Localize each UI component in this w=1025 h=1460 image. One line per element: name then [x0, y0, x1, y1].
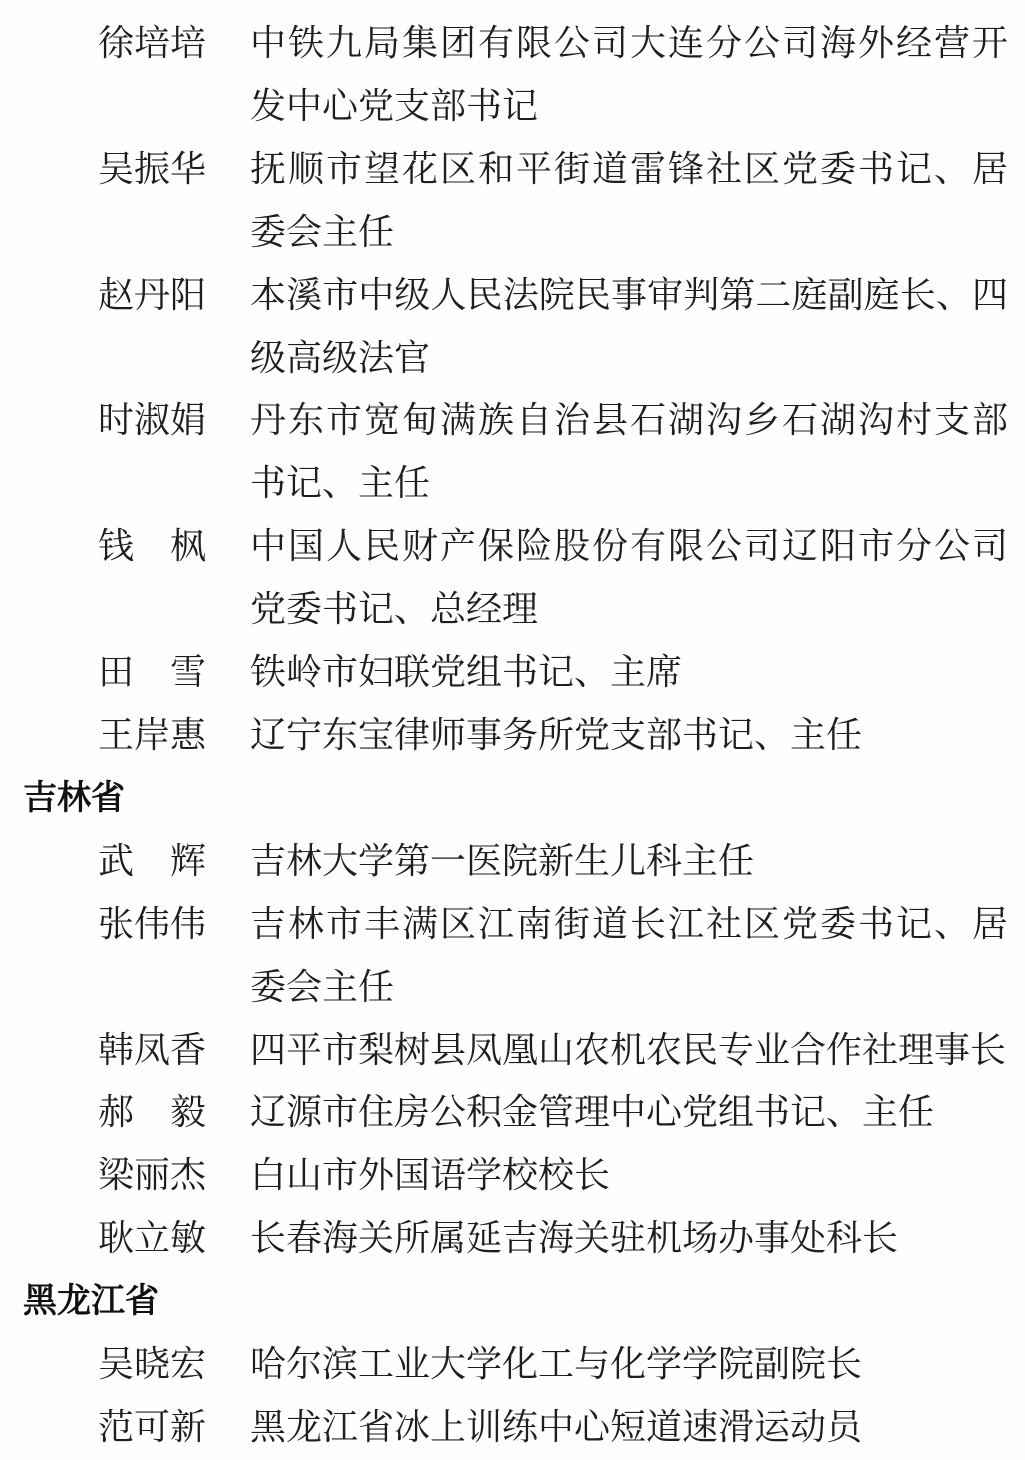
title-line: 中铁九局集团有限公司大连分公司海外经营开: [250, 23, 1008, 63]
title-line: 吉林市丰满区江南街道长江社区党委书记、居: [250, 903, 1008, 944]
title-line: 本溪市中级人民法院民事审判第二庭副庭长、四: [250, 274, 1008, 315]
title-line: 抚顺市望花区和平街道雷锋社区党委书记、居: [250, 148, 1008, 189]
person-title: [250, 1333, 1008, 1396]
person-name: 梁丽杰: [98, 1155, 207, 1196]
award-list: [0, 12, 1025, 1459]
entry-row: [0, 1333, 1025, 1396]
entry-row: [0, 893, 1025, 1019]
person-title: [250, 264, 1008, 390]
title-line: 哈尔滨工业大学化工与化学学院副院长: [250, 1344, 863, 1385]
entry-row: [0, 12, 1025, 138]
entry-row: [0, 515, 1025, 641]
person-title: [250, 1019, 1008, 1082]
entry-row: [0, 389, 1025, 515]
title-line: 丹东市宽甸满族自治县石湖沟乡石湖沟村支部: [250, 400, 1008, 441]
person-name: 武 辉: [98, 840, 207, 881]
title-line: 党委书记、总经理: [250, 589, 539, 630]
person-title: [250, 1144, 1008, 1207]
person-title: [250, 138, 1008, 264]
person-name: 范可新: [98, 1406, 207, 1447]
province-header: 黑龙江省: [23, 1282, 159, 1321]
person-title: [250, 1207, 1008, 1270]
province-section: [0, 12, 1025, 767]
entry-row: [0, 1081, 1025, 1144]
title-line: 黑龙江省冰上训练中心短道速滑运动员: [250, 1406, 863, 1447]
title-line: 书记、主任: [250, 463, 431, 504]
title-line: 四平市梨树县凤凰山农机农民专业合作社理事长: [250, 1029, 1007, 1070]
person-name: 时淑娟: [98, 400, 207, 441]
person-title: [250, 893, 1008, 1019]
entry-row: [0, 704, 1025, 767]
person-name: 张伟伟: [98, 903, 207, 944]
person-title: [250, 704, 1008, 767]
person-name: 韩凤香: [98, 1029, 207, 1070]
entry-row: [0, 264, 1025, 390]
person-name: 吴振华: [98, 148, 207, 189]
title-line: 委会主任: [250, 966, 395, 1007]
title-line: 委会主任: [250, 211, 395, 252]
entry-row: [0, 830, 1025, 893]
person-title: [250, 12, 1008, 138]
title-line: 辽宁东宝律师事务所党支部书记、主任: [250, 714, 863, 755]
person-title: [250, 515, 1008, 641]
entry-row: [0, 641, 1025, 704]
person-name: 王岸惠: [98, 714, 207, 755]
person-name: 田 雪: [98, 652, 207, 693]
province-section: [0, 1270, 1025, 1459]
person-name: 赵丹阳: [98, 274, 207, 315]
entry-row: [0, 1144, 1025, 1207]
title-line: 辽源市住房公积金管理中心党组书记、主任: [250, 1092, 935, 1133]
person-title: [250, 830, 1008, 893]
title-line: 铁岭市妇联党组书记、主席: [250, 652, 683, 693]
title-line: 白山市外国语学校校长: [250, 1155, 611, 1196]
person-name: 徐培培: [98, 23, 207, 63]
person-title: [250, 389, 1008, 515]
person-title: [250, 1081, 1008, 1144]
person-name: 郝 毅: [98, 1092, 207, 1133]
province-section: [0, 767, 1025, 1270]
person-name: 耿立敏: [98, 1218, 207, 1259]
entry-row: [0, 1396, 1025, 1459]
entry-row: [0, 138, 1025, 264]
title-line: 级高级法官: [250, 337, 431, 378]
person-name: 钱 枫: [98, 526, 207, 567]
person-name: 吴晓宏: [98, 1344, 207, 1385]
title-line: 发中心党支部书记: [250, 85, 539, 126]
entry-row: [0, 1207, 1025, 1270]
province-header: 吉林省: [23, 778, 125, 817]
person-title: [250, 1396, 1008, 1459]
person-title: [250, 641, 1008, 704]
title-line: 吉林大学第一医院新生儿科主任: [250, 840, 755, 881]
title-line: 长春海关所属延吉海关驻机场办事处科长: [250, 1218, 899, 1259]
title-line: 中国人民财产保险股份有限公司辽阳市分公司: [250, 526, 1008, 567]
entry-row: [0, 1019, 1025, 1082]
